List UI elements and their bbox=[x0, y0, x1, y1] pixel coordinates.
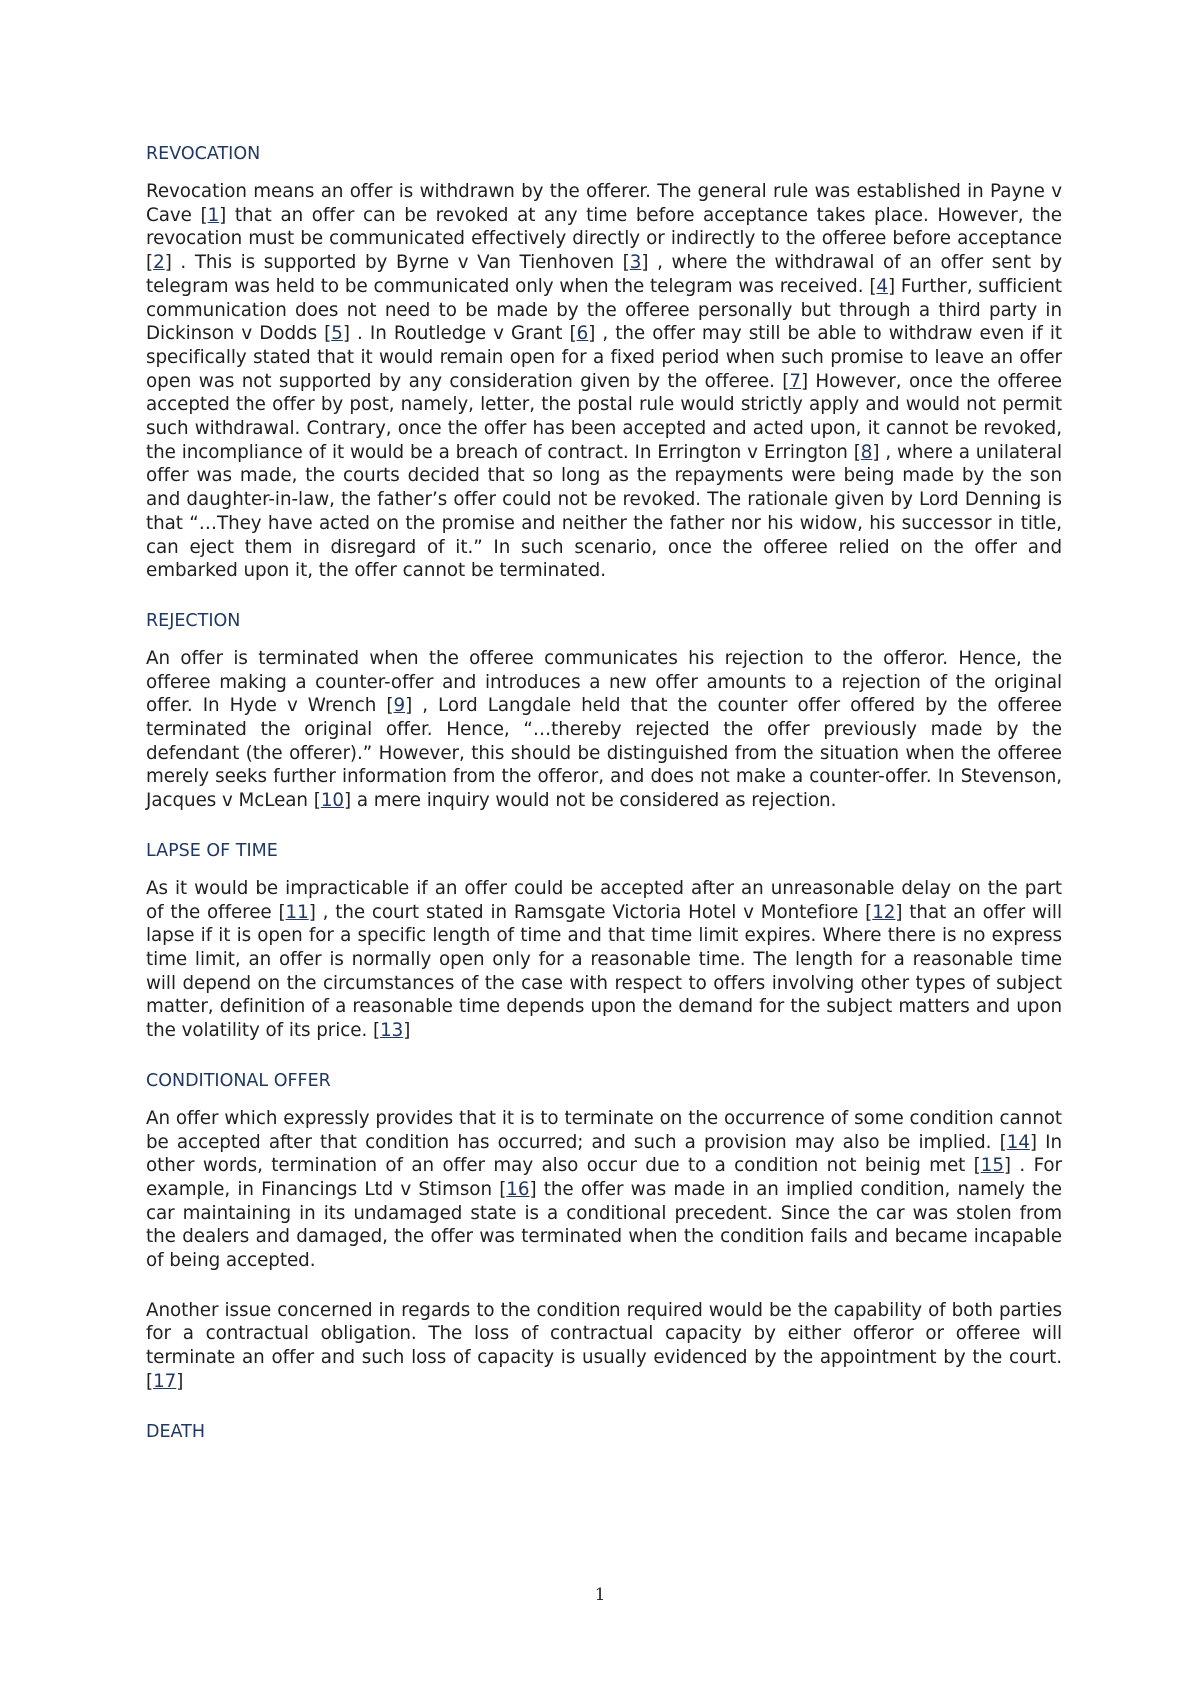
paragraph-text: ] , where a unilateral offer was made, the courts decided that so long as the repayments were being made by the son and daughter-in-law, the father’s offer could not be revoked. The rationale given by Lord Denning is that “…They have acted on the promise and neither the father nor his widow, his successor in title, can eject them in disregard of it.” In such scenario, once the offeree relied on the offer and embarked upon it, the offer cannot be terminated. bbox=[146, 441, 1063, 582]
paragraph-text: An offer which expressly provides that it is to terminate on the occurrence of some condition cannot be accepted after that condition has occurred; and such a provision may also be implied. [ bbox=[146, 1107, 1062, 1153]
paragraph-text: ] bbox=[403, 1020, 411, 1042]
footnote-link[interactable]: 2 bbox=[153, 252, 165, 274]
footnote-link[interactable]: 11 bbox=[285, 901, 309, 923]
paragraph-text: ] However, once the offeree accepted the offer by post, namely, letter, the postal rule would strictly apply and would not permit such withdrawal. Contrary, once the offer has been accepted and acted upon, it cannot be revoked, the incompliance of it would be a breach of contract. In Errington v Errington [ bbox=[146, 370, 1062, 463]
footnote-link[interactable]: 16 bbox=[506, 1178, 530, 1200]
paragraph-text: ] that an offer will lapse if it is open for a specific length of time and that time limit expires. Where there is no express time limit, an offer is normally open only for a reasonable time. The length for a reasonable time will depend on the circumstances of the case with respect to offers involving other types of subject matter, definition of a reasonable time depends upon the demand for the subject matters and upon the volatility of its price. [ bbox=[146, 901, 1062, 1042]
footnote-link[interactable]: 13 bbox=[380, 1020, 404, 1042]
footnote-link[interactable]: 1 bbox=[207, 204, 220, 226]
footnote-link[interactable]: 6 bbox=[576, 323, 589, 345]
section-paragraph bbox=[146, 1107, 1062, 1273]
paragraph-text: ] , where the withdrawal of an offer sent by telegram was held to be communicated only when the telegram was received. [ bbox=[146, 252, 1062, 297]
paragraph-text: ] , the court stated in Ramsgate Victoria Hotel v Montefiore [ bbox=[308, 901, 873, 923]
footnote-link[interactable]: 5 bbox=[331, 323, 343, 345]
paragraph-text: ] Further, sufficient communication does not need to be made by the offeree personally but through a third party in Dickinson v Dodds [ bbox=[146, 275, 1062, 345]
paragraph-text: Revocation means an offer is withdrawn by the offerer. The general rule was established in Payne v Cave [ bbox=[146, 181, 1062, 226]
footnote-link[interactable]: 3 bbox=[629, 252, 642, 274]
paragraph-text: An offer is terminated when the offeree communicates his rejection to the offeror. Hence, the offeree making a counter-offer and introduces a new offer amounts to a rejection of the original offer. In Hyde v Wrench [ bbox=[146, 647, 1062, 717]
footnote-link[interactable]: 9 bbox=[393, 695, 406, 717]
section-heading: DEATH bbox=[146, 1421, 205, 1442]
footnote-link[interactable]: 8 bbox=[860, 441, 873, 463]
paragraph-text: ] . For example, in Financings Ltd v Stimson [ bbox=[146, 1155, 1063, 1200]
paragraph-text: As it would be impracticable if an offer could be accepted after an unreasonable delay on the part of the offeree [ bbox=[146, 877, 1062, 923]
footnote-link[interactable]: 14 bbox=[1006, 1131, 1030, 1153]
paragraph-text: ] In other words, termination of an offer may also occur due to a condition not beinig met [ bbox=[146, 1131, 1062, 1177]
footnote-link[interactable]: 7 bbox=[789, 370, 801, 392]
paragraph-text: ] , the offer may still be able to withdraw even if it specifically stated that it would remain open for a fixed period when such promise to leave an offer open was not supported by any consideration given by the offeree. [ bbox=[146, 323, 1062, 392]
section-paragraph bbox=[146, 647, 1062, 813]
footnote-link[interactable]: 15 bbox=[980, 1155, 1004, 1177]
page-number: 1 bbox=[594, 1585, 606, 1605]
footnote-link[interactable]: 17 bbox=[153, 1370, 177, 1392]
document-body bbox=[146, 142, 1062, 1458]
section-heading: REVOCATION bbox=[146, 144, 261, 164]
section-heading: REJECTION bbox=[146, 610, 241, 631]
paragraph-text: ] that an offer can be revoked at any time before acceptance takes place. However, the revocation must be communicated effectively directly or indirectly to the offeree before acceptance [ bbox=[146, 204, 1062, 274]
footnote-link[interactable]: 10 bbox=[320, 790, 344, 812]
paragraph-text: ] , Lord Langdale held that the counter offer offered by the offeree terminated the original offer. Hence, “…thereby rejected the offer previously made by the defendant (the offerer).” However, this should be distinguished from the situation when the offeree merely seeks further information from the offeror, and does not make a counter-offer. In Stevenson, Jacques v McLean [ bbox=[146, 695, 1062, 812]
section-paragraph bbox=[146, 180, 1062, 583]
footnote-link[interactable]: 4 bbox=[876, 275, 888, 297]
section-paragraph bbox=[146, 1299, 1062, 1394]
paragraph-text: ] a mere inquiry would not be considered as rejection. bbox=[344, 790, 837, 812]
footnote-link[interactable]: 12 bbox=[872, 901, 896, 923]
section-paragraph bbox=[146, 877, 1062, 1043]
section-heading: LAPSE OF TIME bbox=[146, 840, 278, 861]
paragraph-text: ] . This is supported by Byrne v Van Tienhoven [ bbox=[164, 252, 630, 274]
paragraph-text: ] . In Routledge v Grant [ bbox=[342, 323, 577, 345]
paragraph-text: Another issue concerned in regards to the condition required would be the capability of both parties for a contractual obligation. The loss of contractual capacity by either offeror or offeree will terminate an offer and such loss of capacity is usually evidenced by the appointment by the court. [ bbox=[146, 1299, 1062, 1392]
section-heading: CONDITIONAL OFFER bbox=[146, 1070, 331, 1091]
paragraph-text: ] bbox=[176, 1370, 184, 1392]
paragraph-text: ] the offer was made in an implied condition, namely the car maintaining in its undamaged state is a conditional precedent. Since the car was stolen from the dealers and damaged, the offer was terminated when the condition fails and became incapable of being accepted. bbox=[146, 1178, 1062, 1272]
